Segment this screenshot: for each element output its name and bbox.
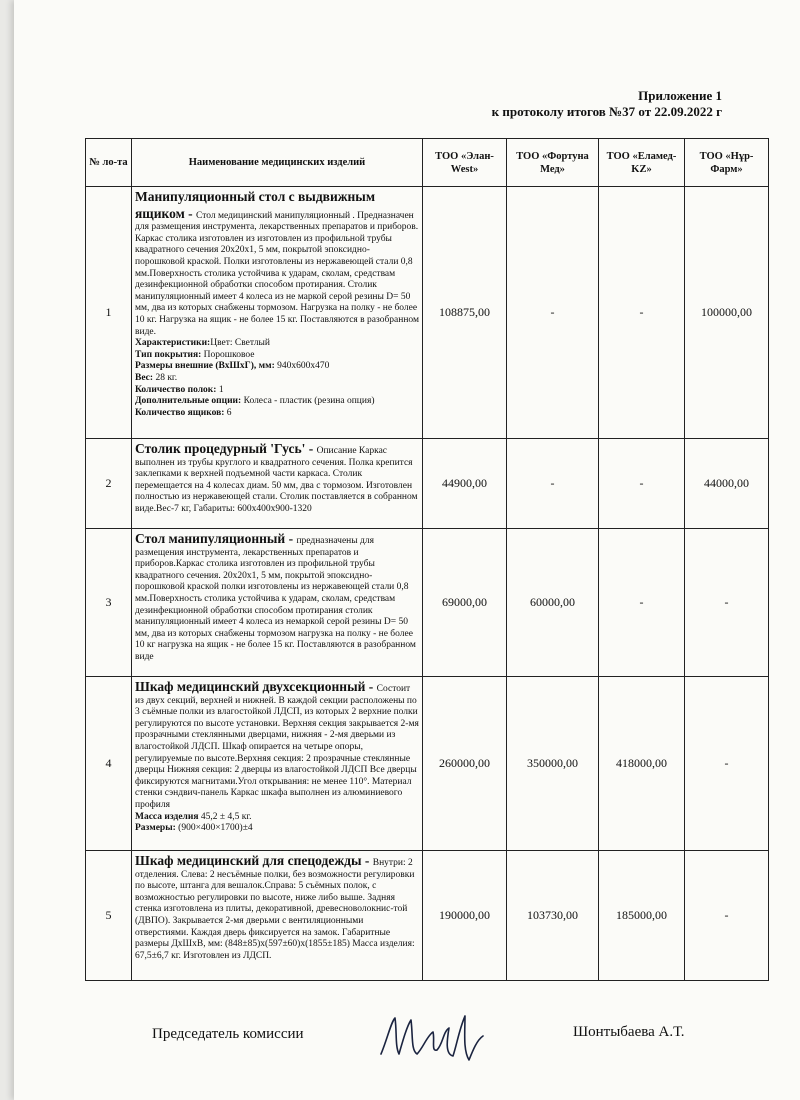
item-specs <box>135 338 419 419</box>
spec-line <box>135 338 419 350</box>
spec-line <box>135 812 419 824</box>
item-description <box>132 529 423 677</box>
item-text: Описание Каркас выполнен из трубы круглого и квадратного сечения. Полка крепится заклепками к верхней подъемной части каркаса. Столик перемещается на 4 колесах диам. 50 мм, два с тормозом. Изготовлен полностью из нержавеющей стали. Столик поставляется в собранном виде.Вес-7 кг, Габариты: 600х400х900-1320 <box>135 446 418 514</box>
spec-line <box>135 361 419 373</box>
spec-label: Размеры внешние (ВхШхГ), мм: <box>135 361 275 372</box>
spec-label: Тип покрытия: <box>135 349 202 360</box>
spec-label: Дополнительные опции: <box>135 396 242 407</box>
spec-line <box>135 385 419 397</box>
spec-line <box>135 408 419 420</box>
price-elan: 44900,00 <box>423 439 507 529</box>
price-nur-farm: - <box>685 677 769 851</box>
price-elan: 260000,00 <box>423 677 507 851</box>
item-description <box>132 851 423 981</box>
item-text: Состоит из двух секций, верхней и нижней. В каждой секции расположены по 3 съёмные полки из влагостойкой ЛДСП, из которых 2 верхние полки регулируются по высоте установки. Верхняя секция закрывается 2-мя прозрачными стеклянными дверцами, нижняя - 2-мя дверьми из влагостойкой ЛДСП. Шкаф опирается на четыре опоры, регулируемые по высоте.Верхняя секция: 2 прозрачные стеклянные дверцы Нижняя секция: 2 дверцы из влагостойкой ЛДСП Все дверцы фиксируются магнитами.Угол открывания: не менее 110°. Материал стенки сэндвич-панель Каркас шкафа выполнен из алюминиевого профиля <box>135 684 419 810</box>
commission-chair-name: Шонтыбаева А.Т. <box>573 1024 685 1040</box>
supplier-header-elan: ТОО «Элан-West» <box>423 139 507 187</box>
lot-number: 2 <box>86 439 132 529</box>
spec-line <box>135 396 419 408</box>
spec-line <box>135 373 419 385</box>
table-row <box>86 851 769 981</box>
item-description <box>132 677 423 851</box>
table-row <box>86 529 769 677</box>
protocol-reference: к протоколу итогов №37 от 22.09.2022 г <box>491 104 722 119</box>
table-header-row <box>86 139 769 187</box>
price-elamed: - <box>599 187 685 439</box>
price-elamed: - <box>599 439 685 529</box>
price-nur-farm: - <box>685 529 769 677</box>
spec-label: Масса изделия <box>135 811 199 822</box>
item-title: Манипуляционный стол с выдвижным ящиком - <box>135 189 376 221</box>
appendix-label: Приложение 1 <box>638 88 722 103</box>
lot-number: 1 <box>86 187 132 439</box>
price-elamed: 185000,00 <box>599 851 685 981</box>
price-fortuna: - <box>507 187 599 439</box>
price-nur-farm: 100000,00 <box>685 187 769 439</box>
spec-label: Вес: <box>135 372 154 383</box>
spec-value: Порошковое <box>201 349 255 360</box>
spec-line <box>135 350 419 362</box>
lot-number: 5 <box>86 851 132 981</box>
price-fortuna: 60000,00 <box>507 529 599 677</box>
price-fortuna: 350000,00 <box>507 677 599 851</box>
item-title: Шкаф медицинский двухсекционный - <box>135 679 377 694</box>
price-nur-farm: 44000,00 <box>685 439 769 529</box>
item-text: Стол медицинский манипуляционный . Предназначен для размещения инструмента, лекарственных препаратов и приборов. Каркас столика изготовлен из изготовлен из профильной трубы квадратного сечения 20х20х1, 5 мм, покрытой эпоксидно-порошковой краской. Полки изготовлены из нержавеющей стали 0,8 мм.Поверхность столика устойчива к ударам, сколам, средствам дезинфекционной обработки способом протирания. Столик манипуляционный имеет 4 колеса из не маркой серой резины D= 50 мм, два из которых снабжены тормозом. Нагрузка на полку - не более 10 кг. Нагрузка на ящик - не более 15 кг. Поставляются в разобранном виде. <box>135 210 419 337</box>
price-nur-farm: - <box>685 851 769 981</box>
item-title: Шкаф медицинский для спецодежды - <box>135 853 373 868</box>
spec-label: Характеристики: <box>135 338 211 349</box>
price-elan: 190000,00 <box>423 851 507 981</box>
spec-value: 28 кг. <box>153 372 178 383</box>
lot-number: 3 <box>86 529 132 677</box>
spec-label: Размеры: <box>135 823 176 834</box>
table-row <box>86 439 769 529</box>
spec-value: 6 <box>224 407 232 418</box>
price-fortuna: 103730,00 <box>507 851 599 981</box>
table-row <box>86 187 769 439</box>
price-elan: 108875,00 <box>423 187 507 439</box>
results-table <box>85 138 769 981</box>
supplier-header-fortuna: ТОО «Фортуна Мед» <box>507 139 599 187</box>
spec-line <box>135 823 419 835</box>
spec-label: Количество полок: <box>135 384 217 395</box>
price-fortuna: - <box>507 439 599 529</box>
item-description <box>132 439 423 529</box>
spec-label: Количество ящиков: <box>135 407 225 418</box>
item-text: предназначены для размещения инструмента, лекарственных препаратов и приборов.Каркас столика изготовлен из профильной трубы квадратного сечения. 20х20х1, 5 мм, покрытой эпоксидно-порошковой краской полки изготовлены из нержавеющей стали 0,8 мм.Поверхность столика устойчива к ударам, сколам, средствам дезинфекционной обработки способом протирания столик манипуляционный имеет 4 колеса из немаркой серой резины D= 50 мм, два из которых снабжены тормозом нагрузка на полку - не более 10 кг нагрузка на ящик - не более 15 кг. Поставляются в разобранном виде <box>135 536 416 662</box>
spec-value: Колеса - пластик (резина опция) <box>241 396 375 407</box>
price-elamed: - <box>599 529 685 677</box>
lot-number-header: № ло-та <box>86 139 132 187</box>
spec-value: (900×400×1700)±4 <box>175 823 253 834</box>
item-text: Внутри: 2 отделения. Слева: 2 несъёмные полки, без возможности регулировки по высоте, штанга для вешалок.Справа: 5 съёмных полок, с возможностью регулировки по высоте, ниже либо выше. Задняя стенка изготовлена из плиты, декоративной, древесноволокнис-той (ДВПО). Закрывается 2-мя дверьми с вентиляционными отверстиями. Каждая дверь фиксируется на замок. Габаритные размеры ДхШхВ, мм: (848±85)х(597±60)х(1855±185) Масса изделия: 67,5±6,7 кг. Изготовлен из ЛДСП. <box>135 858 415 961</box>
item-title: Стол манипуляционный - <box>135 531 297 546</box>
spec-value: 1 <box>216 384 224 395</box>
price-elamed: 418000,00 <box>599 677 685 851</box>
spec-value: 940х600х470 <box>274 361 330 372</box>
item-title: Столик процедурный 'Гусь' - <box>135 441 317 456</box>
spec-value: Цвет: Светлый <box>210 338 271 349</box>
supplier-header-nur-farm: ТОО «Нұр-Фарм» <box>685 139 769 187</box>
table-row <box>86 677 769 851</box>
lot-number: 4 <box>86 677 132 851</box>
spec-value: 45,2 ± 4,5 кг. <box>198 811 252 822</box>
document-heading <box>492 88 722 120</box>
handwritten-signature <box>377 1010 487 1065</box>
item-name-header: Наименование медицинских изделий <box>132 139 423 187</box>
price-elan: 69000,00 <box>423 529 507 677</box>
supplier-header-elamed: ТОО «Еламед-KZ» <box>599 139 685 187</box>
commission-chair-label: Председатель комиссии <box>152 1026 304 1042</box>
item-description <box>132 187 423 439</box>
